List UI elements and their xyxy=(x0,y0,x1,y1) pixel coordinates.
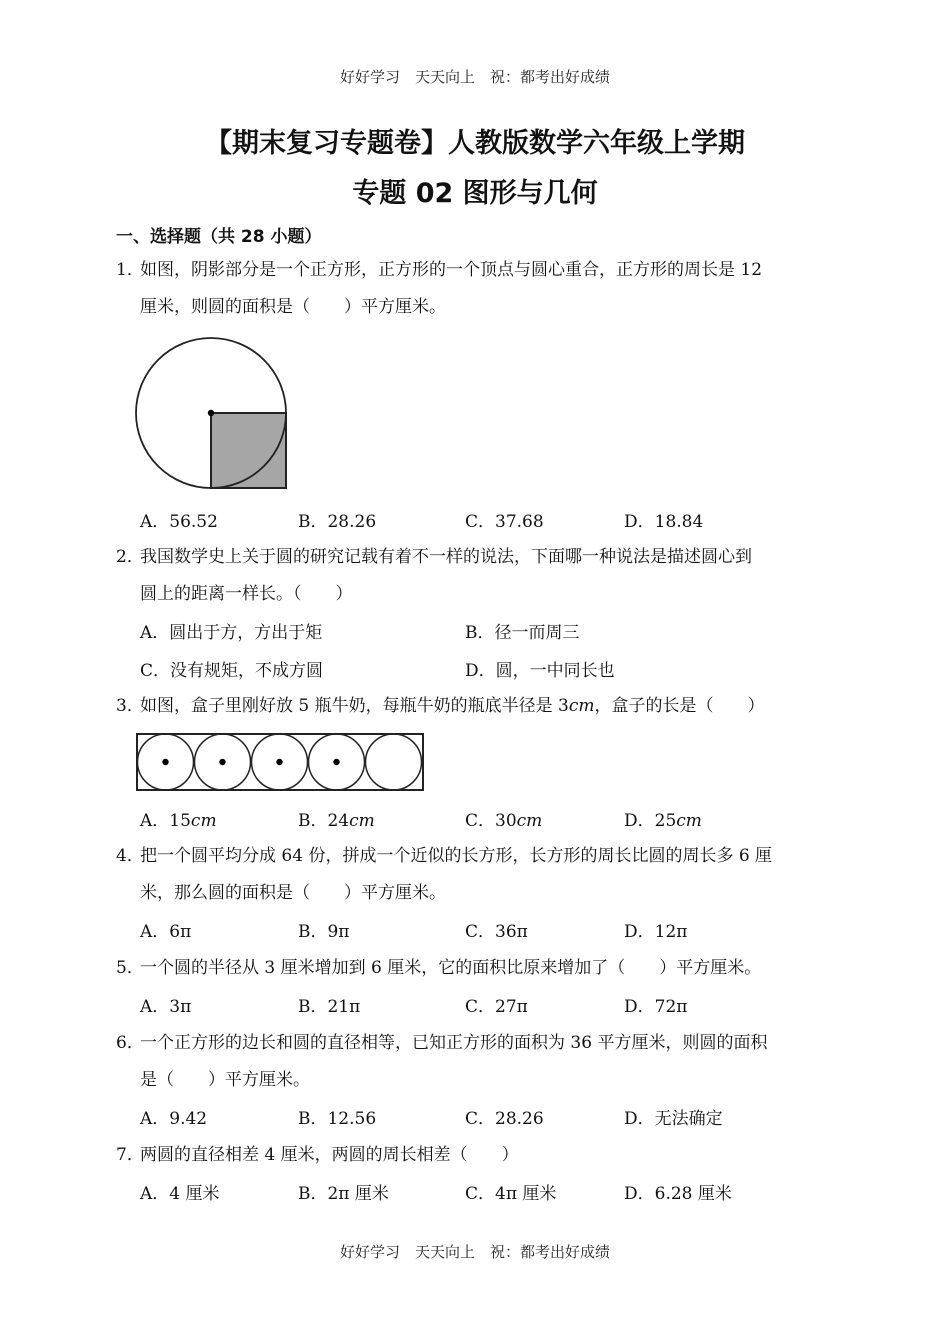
page-title: 【期末复习专题卷】人教版数学六年级上学期 xyxy=(205,128,745,159)
question-text: 米，那么圆的面积是（ ）平方厘米。 xyxy=(140,883,446,903)
question-text: 如图，盒子里刚好放 5 瓶牛奶，每瓶牛奶的瓶底半径是 3 xyxy=(140,696,569,716)
question-7 xyxy=(116,1137,840,1174)
option-d[interactable]: D．无法确定 xyxy=(624,1109,723,1129)
option-a[interactable]: A．56.52 xyxy=(140,512,218,532)
question-6 xyxy=(116,1025,840,1099)
question-number: 6． xyxy=(116,1033,144,1053)
option-d[interactable]: D．圆，一中同长也 xyxy=(465,661,615,681)
question-text: 一个正方形的边长和圆的直径相等，已知正方形的面积为 36 平方厘米，则圆的面积 xyxy=(140,1033,768,1053)
bottle-center-dot xyxy=(219,759,225,765)
option-b[interactable]: B．2π 厘米 xyxy=(298,1184,389,1204)
question-text: 厘米，则圆的面积是（ ）平方厘米。 xyxy=(140,297,446,317)
question-4 xyxy=(116,838,840,912)
question-text: 是（ ）平方厘米。 xyxy=(140,1070,310,1090)
question-number: 7． xyxy=(116,1145,144,1165)
bottle-center-dot xyxy=(333,759,339,765)
option-a[interactable]: A．15cm xyxy=(140,811,217,831)
option-b[interactable]: B．24cm xyxy=(298,811,375,831)
option-b[interactable]: B．28.26 xyxy=(298,512,377,532)
question-number: 1． xyxy=(116,260,144,280)
option-d[interactable]: D．6.28 厘米 xyxy=(624,1184,732,1204)
option-c[interactable]: C．4π 厘米 xyxy=(465,1184,557,1204)
question-text: 圆上的距离一样长。（ ） xyxy=(140,584,353,604)
bottle-center-dot xyxy=(162,759,168,765)
option-a[interactable]: A．6π xyxy=(140,922,192,942)
bottle-center-dot xyxy=(276,759,282,765)
question-number: 3． xyxy=(116,696,144,716)
page-header: 好好学习 天天向上 祝：都考出好成绩 xyxy=(339,68,610,86)
option-d[interactable]: D．25cm xyxy=(624,811,702,831)
milk-box-figure xyxy=(135,732,427,794)
question-text: ，盒子的长是（ ） xyxy=(594,696,765,716)
option-b[interactable]: B．9π xyxy=(298,922,350,942)
shaded-square xyxy=(211,413,286,488)
option-c[interactable]: C．27π xyxy=(465,997,528,1017)
option-d[interactable]: D．72π xyxy=(624,997,688,1017)
question-5 xyxy=(116,950,840,987)
option-b[interactable]: B．12.56 xyxy=(298,1109,377,1129)
options-q4 xyxy=(140,917,840,947)
question-3 xyxy=(116,688,840,725)
question-1 xyxy=(116,252,840,326)
option-d[interactable]: D．12π xyxy=(624,922,688,942)
options-q2-row2 xyxy=(140,656,840,686)
question-text: 把一个圆平均分成 64 份，拼成一个近似的长方形，长方形的周长比圆的周长多 6 厘 xyxy=(140,846,773,866)
option-c[interactable]: C．没有规矩，不成方圆 xyxy=(140,661,324,681)
option-a[interactable]: A．4 厘米 xyxy=(140,1184,220,1204)
bottle-circle xyxy=(366,734,422,790)
option-b[interactable]: B．径一而周三 xyxy=(465,623,580,643)
options-q7 xyxy=(140,1179,840,1209)
options-q3 xyxy=(140,806,840,836)
options-q1 xyxy=(140,507,840,537)
question-text: 我国数学史上关于圆的研究记载有着不一样的说法，下面哪一种说法是描述圆心到 xyxy=(140,547,752,567)
option-c[interactable]: C．30cm xyxy=(465,811,543,831)
question-text: 如图，阴影部分是一个正方形，正方形的一个顶点与圆心重合，正方形的周长是 12 xyxy=(140,260,763,280)
question-number: 2． xyxy=(116,547,144,567)
unit-text: cm xyxy=(568,696,595,716)
option-d[interactable]: D．18.84 xyxy=(624,512,704,532)
option-c[interactable]: C．37.68 xyxy=(465,512,544,532)
question-text: 两圆的直径相差 4 厘米，两圆的周长相差（ ） xyxy=(140,1145,519,1165)
question-number: 4． xyxy=(116,846,144,866)
options-q6 xyxy=(140,1104,840,1134)
option-a[interactable]: A．9.42 xyxy=(140,1109,208,1129)
option-c[interactable]: C．28.26 xyxy=(465,1109,544,1129)
page-subtitle: 专题 02 图形与几何 xyxy=(352,178,598,209)
option-b[interactable]: B．21π xyxy=(298,997,361,1017)
circle-center-dot xyxy=(208,410,214,416)
question-text: 一个圆的半径从 3 厘米增加到 6 厘米，它的面积比原来增加了（ ）平方厘米。 xyxy=(140,958,762,978)
options-q2-row1 xyxy=(140,618,840,648)
option-a[interactable]: A．3π xyxy=(140,997,192,1017)
option-a[interactable]: A．圆出于方，方出于矩 xyxy=(140,623,323,643)
question-number: 5． xyxy=(116,958,144,978)
page-footer: 好好学习 天天向上 祝：都考出好成绩 xyxy=(339,1243,610,1261)
section-heading: 一、选择题（共 28 小题） xyxy=(116,227,322,247)
options-q5 xyxy=(140,992,840,1022)
circle-square-figure xyxy=(134,336,294,496)
question-2 xyxy=(116,539,840,613)
option-c[interactable]: C．36π xyxy=(465,922,528,942)
